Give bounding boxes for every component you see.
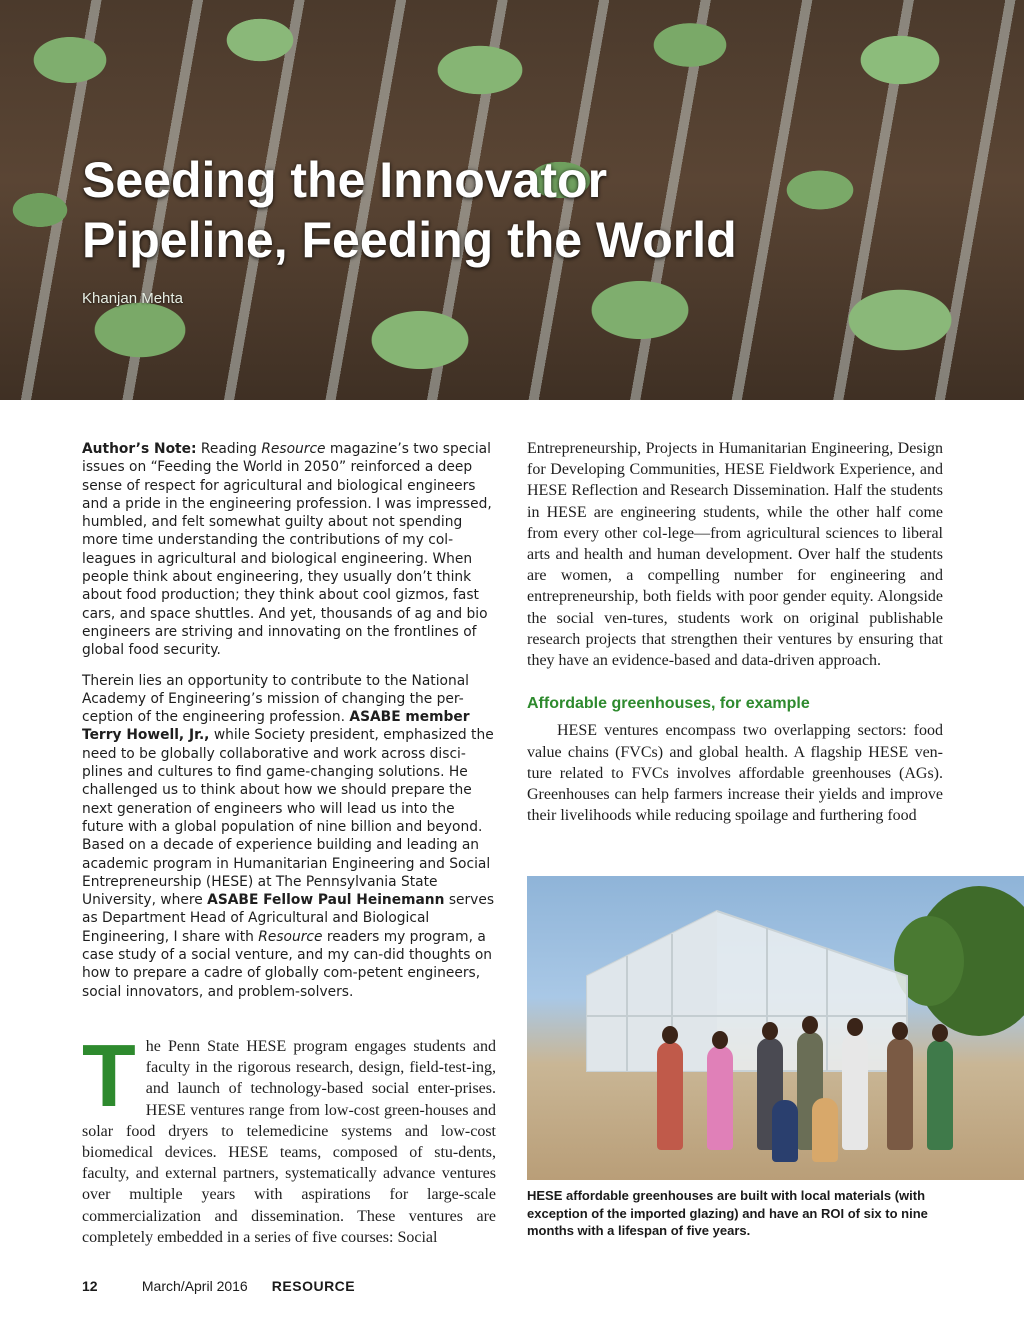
person-figure [772, 1100, 798, 1162]
text-run: serves as Department Head of Agricultural and Biological Engineering, I share with [82, 892, 495, 945]
person-figure [887, 1038, 913, 1150]
person-head [762, 1022, 778, 1040]
person-head [662, 1026, 678, 1044]
authors-note-paragraph-2 [82, 672, 496, 1001]
drop-cap: T [82, 1026, 136, 1125]
author-byline: Khanjan Mehta [82, 290, 183, 307]
person-figure [657, 1042, 683, 1150]
person-head [892, 1022, 908, 1040]
page-number: 12 [82, 1278, 98, 1294]
text-run: while Society president, emphasized the need to be globally collaborative and work across disci-plines and cultures to find game-changing solutions. He challenged us to think about how we should prepare the next generation of engineers who will lead us into the future with a global population of nine billion and beyond. Based on a decade of experience building and leading an academic program in Humanitarian Engineering and Social Entrepreneurship (HESE) at The Pennsylvania State University, where [82, 727, 494, 909]
article-title [82, 150, 737, 270]
figure-caption: HESE affordable greenhouses are built with local materials (with exception of the imported glazing) and have an ROI of six to nine months with a lifespan of five years. [527, 1188, 928, 1238]
italic-run: Resource [261, 441, 326, 457]
text-run: Reading [196, 441, 262, 457]
person-head [712, 1031, 728, 1049]
person-figure [927, 1040, 953, 1150]
section-heading: Affordable greenhouses, for example [527, 695, 810, 713]
person-head [932, 1024, 948, 1042]
bold-run: ASABE member Terry Howell, Jr., [82, 709, 470, 744]
article-body-intro [82, 1026, 496, 1248]
text-run: readers my program, a case study of a social venture, and my can-did thoughts on how to prepare a cadre of globally com-petent engineers, social innovators, and problem-solvers. [82, 928, 493, 1000]
person-figure [707, 1046, 733, 1150]
section-paragraph: HESE ventures encompass two overlapping sectors: food value chains (FVCs) and global health. A flagship HESE ven-ture related to FVCs involves affordable greenhouses (AGs). Greenhouses can help farmers increase their yields and improve their livelihoods while reducing spoilage and furthering food [527, 722, 943, 825]
article-body-continued [527, 438, 943, 826]
person-figure [842, 1034, 868, 1150]
continued-paragraph: Entrepreneurship, Projects in Humanitarian Engineering, Design for Developing Communities, HESE Fieldwork Experience, and HESE Reflection and Research Dissemination. Half the students in HESE are engineering students, while the other half come from every other col-lege—from agricultural sciences to liberal arts and health and human development. Over half the students are women, a compelling number for engineering and entrepreneurship, both fields with poor gender equity. Alongside the social ven-tures, students work on original publishable research projects that strengthen their ventures by ensuring that they have an evidence-based and data-driven approach. [527, 440, 943, 670]
article-title-line2: Pipeline, Feeding the World [82, 212, 737, 268]
greenhouse-photo [527, 876, 1024, 1180]
text-run: magazine’s two special issues on “Feeding the World in 2050” reinforced a deep sense of respect for agricultural and biological engineers and a pride in the engineering profession. I was impressed, humbled, and felt somewhat guilty about not spending more time understanding the contributions of my col-leagues in agricultural and biological engineering. When people think about engineering, they usually don’t think about food production; they think about cool gizmos, fast cars, and space shuttles. And yet, thousands of ag and bio engineers are striving and innovating on the frontlines of global food security. [82, 441, 492, 659]
page-footer [82, 1278, 355, 1294]
hero-image [0, 0, 1024, 400]
text-run: Therein lies an opportunity to contribute to the National Academy of Engineering’s mission of changing the per-ception of the engineering profession. [82, 672, 470, 726]
authors-note-paragraph-1 [82, 440, 496, 660]
greenhouse-illustration [567, 906, 927, 1076]
italic-run: Resource [258, 928, 323, 945]
issue-date: March/April 2016 [141, 1278, 248, 1294]
magazine-name: RESOURCE [271, 1278, 356, 1294]
bold-run: Author’s Note: [82, 441, 197, 457]
article-title-line1: Seeding the Innovator [82, 152, 608, 208]
person-head [802, 1016, 818, 1034]
person-figure [812, 1098, 838, 1162]
person-head [847, 1018, 863, 1036]
bold-run: ASABE Fellow Paul Heinemann [207, 892, 445, 909]
authors-note [82, 440, 496, 1013]
intro-paragraph: he Penn State HESE program engages students and faculty in the rigorous research, design, field-test-ing, and launch of technology-based social enter-prises. HESE ventures range from low-cost green-houses and solar food dryers to telemedicine systems and low-cost biomedical devices. HESE teams, composed of stu-dents, faculty, and external partners, systematically advance ventures over multiple years with aspirations for large-scale commercialization and dissemination. These ventures are completely embedded in a series of five courses: Social [82, 1038, 496, 1246]
